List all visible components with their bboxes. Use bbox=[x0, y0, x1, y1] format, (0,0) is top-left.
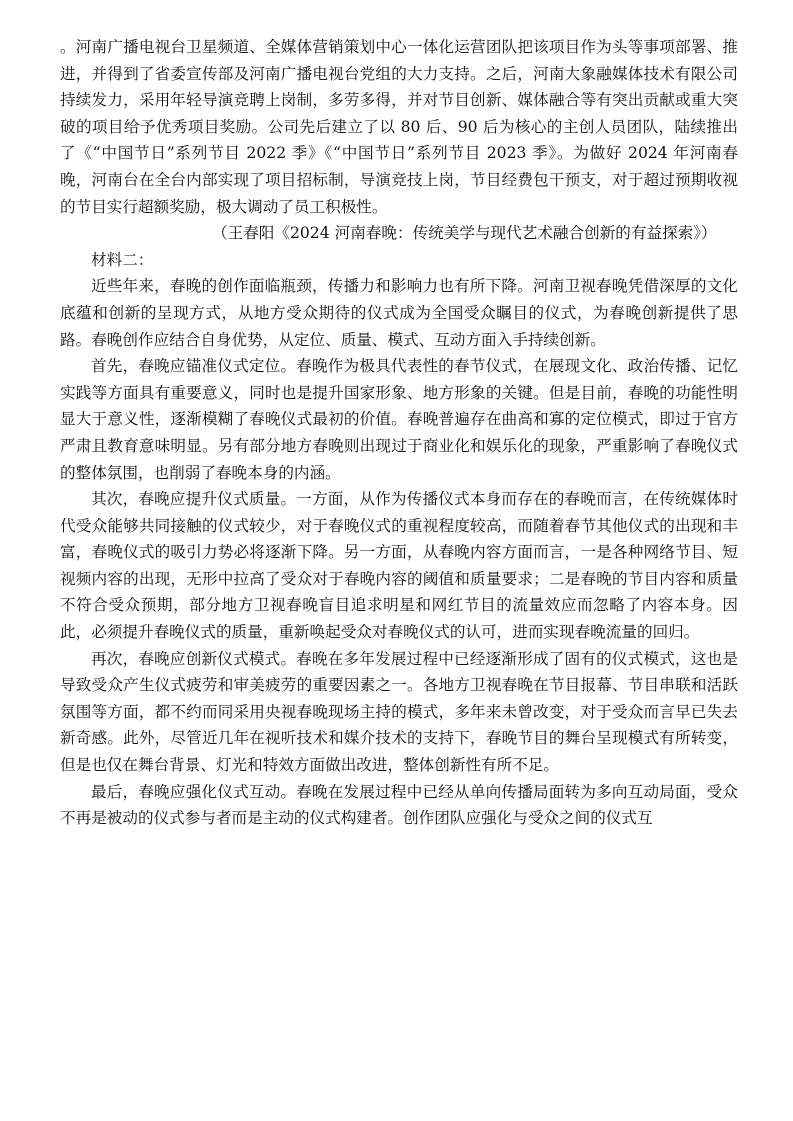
paragraph-last: 最后，春晚应强化仪式互动。春晚在发展过程中已经从单向传播局面转为多向互动局面，受众不再是被动的仪式参与者而是主动的仪式构建者。创作团队应强化与受众之间的仪式互 bbox=[60, 782, 738, 828]
paragraph-third: 再次，春晚应创新仪式模式。春晚在多年发展过程中已经逐渐形成了固有的仪式模式，这也是导致受众产生仪式疲劳和审美疲劳的重要因素之一。各地方卫视春晚在节目报幕、节目串联和活跃氛围等方面，都不约而同采用央视春晚现场主持的模式，多年来未曾改变，对于受众而言早已失去新奇感。此外，尽管近几年在视听技术和媒介技术的支持下，春晚节目的舞台呈现模式有所转变，但是也仅在舞台背景、灯光和特效方面做出改进，整体创新性有所不足。 bbox=[60, 649, 738, 775]
section-label: 材料二： bbox=[91, 250, 154, 269]
document-page bbox=[60, 34, 738, 832]
paragraph-intro: 近些年来，春晚的创作面临瓶颈，传播力和影响力也有所下降。河南卫视春晚凭借深厚的文化底蕴和创新的呈现方式，从地方受众期待的仪式成为全国受众瞩目的仪式，为春晚创新提供了思路。春晚创作应结合自身优势，从定位、质量、模式、互动方面入手持续创新。 bbox=[60, 277, 738, 349]
paragraph-continued: 。河南广播电视台卫星频道、全媒体营销策划中心一体化运营团队把该项目作为头等事项部署、推进，并得到了省委宣传部及河南广播电视台党组的大力支持。之后，河南大象融媒体技术有限公司持续发力，采用年轻导演竞聘上岗制，多劳多得，并对节目创新、媒体融合等有突出贡献或重大突破的项目给予优秀项目奖励。公司先后建立了以 80 后、90 后为核心的主创人员团队，陆续推出了《“中国节日”系列节目 2022 季》《“中国节日”系列节目 2023 季》。为做好 2024 年河南春晚，河南台在全台内部实现了项目招标制，导演竞技上岗，节目经费包干预支，对于超过预期收视的节目实行超额奖励，极大调动了员工积极性。 bbox=[60, 38, 738, 216]
paragraph-second: 其次，春晚应提升仪式质量。一方面，从作为传播仪式本身而存在的春晚而言，在传统媒体时代受众能够共同接触的仪式较少，对于春晚仪式的重视程度较高，而随着春节其他仪式的出现和丰富，春晚仪式的吸引力势必将逐渐下降。另一方面，从春晚内容方面而言，一是各种网络节目、短视频内容的出现，无形中拉高了受众对于春晚内容的阈值和质量要求；二是春晚的节目内容和质量不符合受众预期，部分地方卫视春晚盲目追求明星和网红节目的流量效应而忽略了内容本身。因此，必须提升春晚仪式的质量，重新唤起受众对春晚仪式的认可，进而实现春晚流量的回归。 bbox=[60, 490, 738, 642]
source-citation: （王春阳《2024 河南春晚：传统美学与现代艺术融合创新的有益探索》） bbox=[212, 224, 717, 243]
paragraph-first: 首先，春晚应锚准仪式定位。春晚作为极具代表性的春节仪式，在展现文化、政治传播、记忆实践等方面具有重要意义，同时也是提升国家形象、地方形象的关键。但是目前，春晚的功能性明显大于意义性，逐渐模糊了春晚仪式最初的价值。春晚普遍存在曲高和寡的定位模式，即过于官方严肃且教育意味明显。另有部分地方春晚则出现过于商业化和娱乐化的现象，严重影响了春晚仪式的整体氛围，也削弱了春晚本身的内涵。 bbox=[60, 357, 738, 482]
